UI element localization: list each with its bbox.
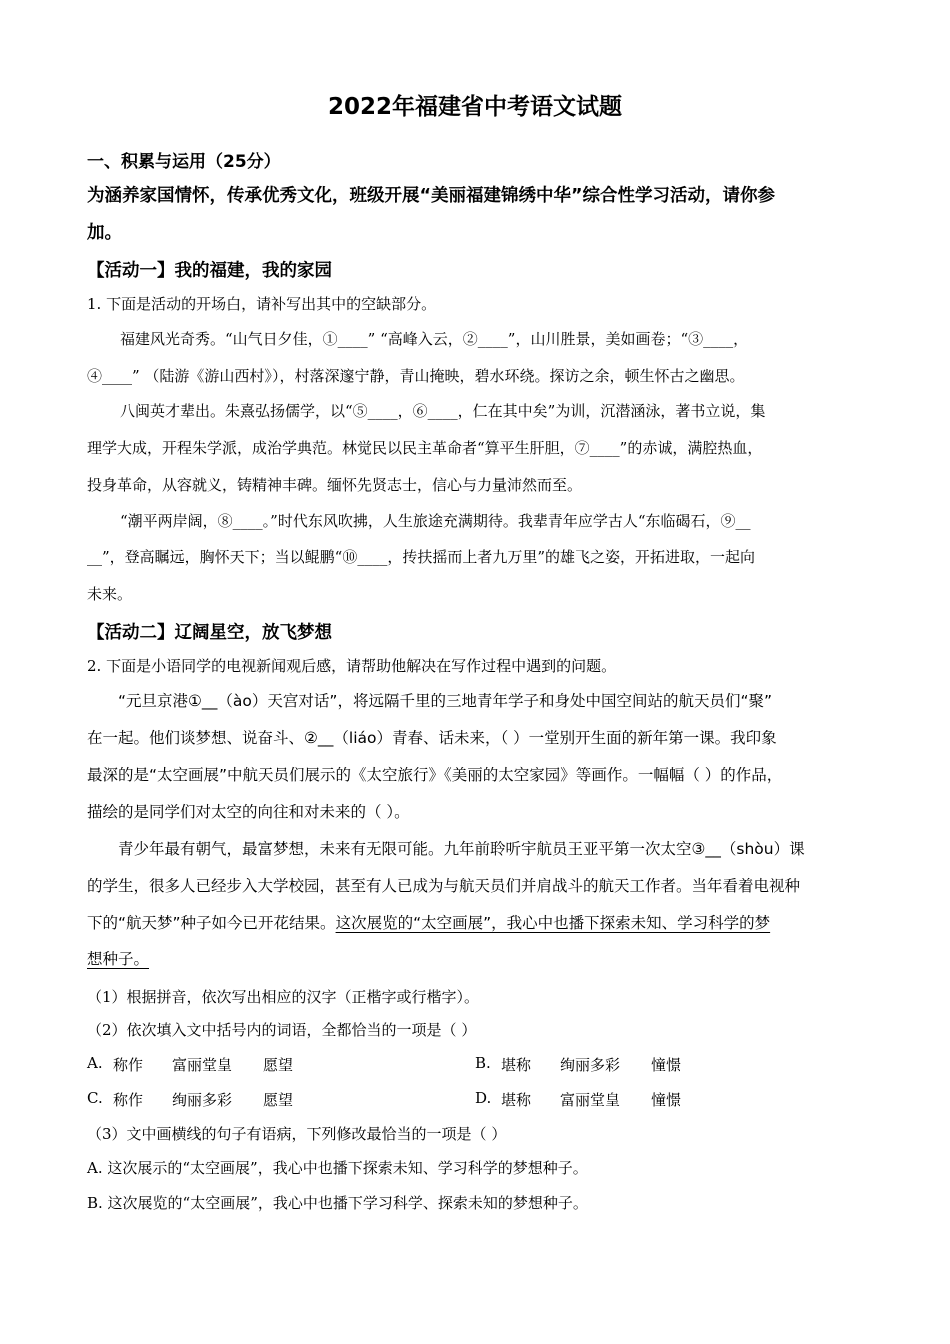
article2-line-1: 青少年最有朝气，最富梦想，未来有无限可能。九年前聆听宇航员王亚平第一次太空③__（shòu）课 [118, 840, 805, 858]
option-b-label: B. [475, 1054, 491, 1072]
passage2-line-3: 投身革命，从容就义，铸精神丰碑。缅怀先贤志士，信心与力量沛然而至。 [87, 476, 583, 494]
article2-line-4 [87, 947, 149, 969]
passage2-line-1: 八闽英才辈出。朱熹弘扬儒学，以“⑤____，⑥____，仁在其中矣”为训，沉潜涵泳，著书立说，集 [120, 402, 766, 420]
passage1-line-1: 福建风光奇秀。“山气日夕佳，①____” “高峰入云，②____”，山川胜景，美如画卷；“③____， [120, 330, 749, 348]
sub-question-3: （3）文中画横线的句子有语病，下列修改最恰当的一项是（ ） [87, 1125, 507, 1143]
article2-line-2: 的学生，很多人已经步入大学校园，甚至有人已成为与航天员们并肩战斗的航天工作者。当年看着电视种 [87, 877, 801, 895]
passage3-line-2: __”，登高瞩远，胸怀天下；当以鲲鹏“⑩____，抟扶摇而上者九万里”的雄飞之姿，开拓进取，一起向 [87, 548, 756, 566]
sub3-option-b: B. 这次展览的“太空画展”，我心中也播下学习科学、探索未知的梦想种子。 [87, 1194, 588, 1212]
page-title: 2022年福建省中考语文试题 [327, 94, 622, 120]
option-b-word-1: 堪称 [501, 1056, 532, 1074]
intro-line-1: 为涵养家国情怀，传承优秀文化，班级开展“美丽福建锦绣中华”综合性学习活动，请你参 [87, 186, 775, 206]
passage2-line-2: 理学大成，开程朱学派，成治学典范。林觉民以民主革命者“算平生肝胆，⑦____”的赤诚，满腔热血， [87, 439, 763, 457]
option-c-word-3: 愿望 [263, 1091, 294, 1109]
article1-line-3: 最深的是“太空画展”中航天员们展示的《太空旅行》《美丽的太空家园》等画作。一幅幅（ ）的作品， [87, 766, 783, 784]
sub-question-1: （1）根据拼音，依次写出相应的汉字（正楷字或行楷字）。 [87, 988, 480, 1006]
activity-2-heading: 【活动二】辽阔星空，放飞梦想 [87, 623, 332, 643]
option-b-word-3: 憧憬 [651, 1056, 682, 1074]
underlined-sentence-part-1: 这次展览的“太空画展”，我心中也播下探索未知、学习科学的梦 [335, 914, 771, 932]
option-d-word-3: 憧憬 [651, 1091, 682, 1109]
question-1: 1. 下面是活动的开场白，请补写出其中的空缺部分。 [87, 295, 437, 313]
option-a-label: A. [87, 1054, 103, 1072]
question-2: 2. 下面是小语同学的电视新闻观后感，请帮助他解决在写作过程中遇到的问题。 [87, 657, 617, 675]
article2-line-3 [87, 911, 770, 933]
passage3-line-1: “潮平两岸阔，⑧____。”时代东风吹拂，人生旅途充满期待。我辈青年应学古人“东临碣石，⑨__ [120, 512, 751, 530]
option-d-word-2: 富丽堂皇 [560, 1091, 621, 1109]
option-c-word-1: 称作 [113, 1091, 144, 1109]
option-d-label: D. [475, 1089, 492, 1107]
sub-question-2: （2）依次填入文中括号内的词语，全都恰当的一项是（ ） [87, 1021, 477, 1039]
section-heading: 一、积累与运用（25分） [87, 152, 281, 172]
article2-line-3-text: 下的“航天梦”种子如今已开花结果。 [87, 914, 336, 932]
option-d-word-1: 堪称 [501, 1091, 532, 1109]
passage1-line-2: ④____” （陆游《游山西村》），村落深邃宁静，青山掩映，碧水环绕。探访之余，顿生怀古之幽思。 [87, 367, 745, 385]
option-b-word-2: 绚丽多彩 [560, 1056, 621, 1074]
option-a-word-3: 愿望 [263, 1056, 294, 1074]
option-a-word-1: 称作 [113, 1056, 144, 1074]
intro-line-2: 加。 [87, 223, 122, 243]
underlined-sentence-part-2: 想种子。 [87, 950, 150, 968]
activity-1-heading: 【活动一】我的福建，我的家园 [87, 261, 332, 281]
article1-line-1: “元旦京港①__（ào）天宫对话”，将远隔千里的三地青年学子和身处中国空间站的航天员们“聚” [118, 692, 772, 710]
option-c-word-2: 绚丽多彩 [172, 1091, 233, 1109]
passage3-line-3: 未来。 [87, 585, 133, 603]
article1-line-4: 描绘的是同学们对太空的向往和对未来的（ ）。 [87, 803, 410, 821]
option-a-word-2: 富丽堂皇 [172, 1056, 233, 1074]
sub3-option-a: A. 这次展示的“太空画展”，我心中也播下探索未知、学习科学的梦想种子。 [87, 1159, 588, 1177]
article1-line-2: 在一起。他们谈梦想、说奋斗、②__（liáo）青春、话未来，（ ）一堂别开生面的新年第一课。我印象 [87, 729, 777, 747]
option-c-label: C. [87, 1089, 103, 1107]
